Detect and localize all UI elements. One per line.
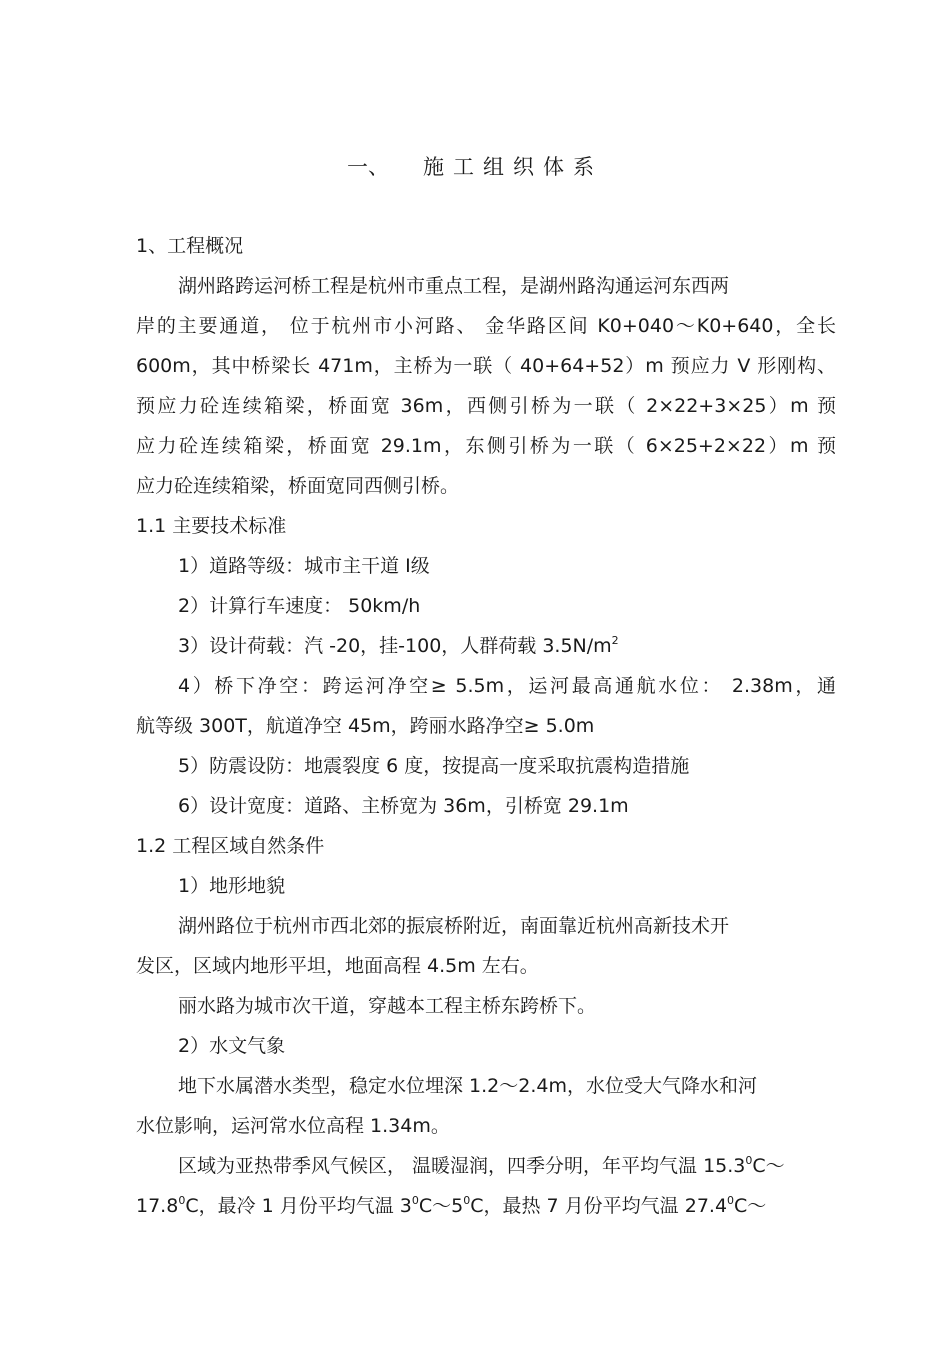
- text-span: C～: [752, 1155, 785, 1177]
- paragraph-line: 预应力砼连续箱梁，桥面宽 36m，西侧引桥为一联（ 2×22+3×25）m 预: [136, 395, 836, 417]
- superscript: 2: [611, 634, 619, 647]
- superscript: 0: [745, 1154, 753, 1167]
- subsection-heading-standards: 1.1 主要技术标准: [136, 515, 287, 537]
- text-span: C，最热 7 月份平均气温 27.4: [470, 1195, 728, 1217]
- paragraph-line: 应力砼连续箱梁，桥面宽 29.1m，东侧引桥为一联（ 6×25+2×22）m 预: [136, 435, 836, 457]
- section-heading-overview: 1、工程概况: [136, 235, 244, 257]
- page-title: [0, 152, 950, 182]
- list-item: 1）地形地貌: [178, 875, 286, 897]
- text-span: 区域为亚热带季风气候区， 温暖湿润，四季分明，年平均气温 15.3: [178, 1155, 746, 1177]
- document-body: [136, 226, 836, 1226]
- list-item-text: 3）设计荷载：汽 -20，挂-100，人群荷载 3.5N/m: [178, 635, 612, 657]
- paragraph-line: 岸的主要通道， 位于杭州市小河路、 金华路区间 K0+040～K0+640，全长: [136, 315, 836, 337]
- subsection-heading-conditions: 1.2 工程区域自然条件: [136, 835, 325, 857]
- paragraph-line: 发区，区域内地形平坦，地面高程 4.5m 左右。: [136, 955, 539, 977]
- title-number: 一、: [347, 155, 389, 179]
- paragraph-line: 丽水路为城市次干道，穿越本工程主桥东跨桥下。: [178, 995, 597, 1017]
- list-item: 2）计算行车速度： 50km/h: [178, 595, 421, 617]
- paragraph-line: 600m，其中桥梁长 471m，主桥为一联（ 40+64+52）m 预应力 V 形刚构、: [136, 355, 836, 377]
- text-span: C～: [734, 1195, 767, 1217]
- paragraph-line: 应力砼连续箱梁，桥面宽同西侧引桥。: [136, 475, 460, 497]
- list-item: 2）水文气象: [178, 1035, 286, 1057]
- superscript: 0: [727, 1194, 735, 1207]
- list-item: 1）道路等级：城市主干道 Ⅰ级: [178, 555, 430, 577]
- superscript: 0: [463, 1194, 471, 1207]
- text-span: 17.8: [136, 1195, 179, 1217]
- paragraph-line: 湖州路位于杭州市西北郊的振宸桥附近，南面靠近杭州高新技术开: [178, 915, 730, 937]
- list-item-continuation: 航等级 300T，航道净空 45m，跨丽水路净空≥ 5.0m: [136, 715, 595, 737]
- paragraph-line: [136, 1186, 836, 1226]
- list-item: 5）防震设防：地震裂度 6 度，按提高一度采取抗震构造措施: [178, 755, 690, 777]
- list-item: 4）桥下净空：跨运河净空≥ 5.5m，运河最高通航水位： 2.38m，通: [178, 675, 836, 697]
- title-text: 施工组织体系: [423, 155, 603, 179]
- list-item: [136, 626, 836, 666]
- text-span: C～5: [418, 1195, 464, 1217]
- paragraph-line: 地下水属潜水类型，稳定水位埋深 1.2～2.4m，水位受大气降水和河: [178, 1075, 757, 1097]
- paragraph-line: 湖州路跨运河桥工程是杭州市重点工程，是湖州路沟通运河东西两: [178, 275, 730, 297]
- paragraph-line: 水位影响，运河常水位高程 1.34m。: [136, 1115, 450, 1137]
- superscript: 0: [411, 1194, 419, 1207]
- superscript: 0: [178, 1194, 186, 1207]
- list-item: 6）设计宽度：道路、主桥宽为 36m，引桥宽 29.1m: [178, 795, 629, 817]
- paragraph-line: [136, 1146, 836, 1186]
- text-span: C，最冷 1 月份平均气温 3: [185, 1195, 412, 1217]
